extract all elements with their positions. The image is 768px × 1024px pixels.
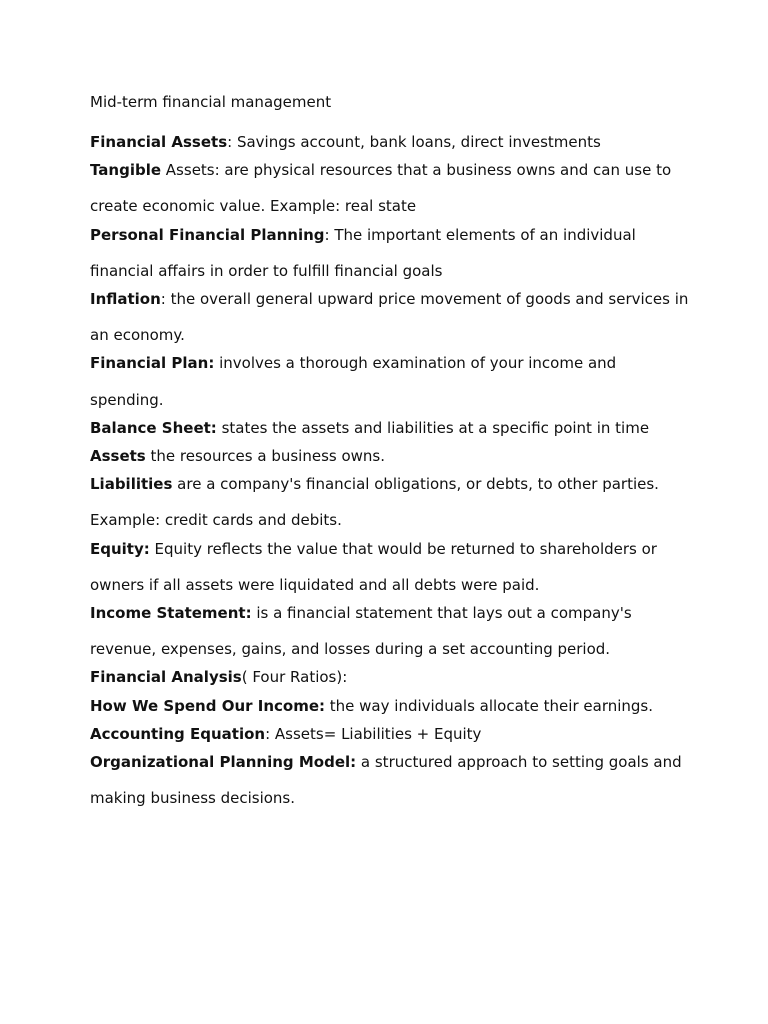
entry-definition: : Assets= Liabilities + Equity [265, 724, 482, 743]
entry-liabilities [90, 466, 690, 538]
entry-financial-plan [90, 345, 690, 417]
entry-income-statement [90, 595, 690, 667]
entry-inflation [90, 281, 690, 353]
entry-term: Organizational Planning Model: [90, 753, 357, 772]
entry-definition: the resources a business owns. [145, 447, 386, 466]
entry-term: Equity: [90, 539, 150, 558]
entry-term: Tangible [90, 161, 162, 180]
entry-term: Accounting Equation [90, 724, 266, 743]
entry-term: Financial Assets [90, 133, 228, 151]
entry-definition: Assets: are physical resources that a business owns and can use to create economic value. Example: real state [90, 161, 672, 216]
entry-definition: : the overall general upward price movement of goods and services in an economy. [90, 290, 689, 345]
entry-term: Personal Financial Planning [90, 225, 325, 244]
entry-organizational-planning-model [90, 744, 690, 816]
entry-definition: a structured approach to setting goals and making business decisions. [90, 753, 682, 808]
entry-term: Assets [90, 447, 146, 466]
entry-term: Balance Sheet: [90, 418, 217, 437]
entry-term: Income Statement: [90, 604, 252, 623]
entry-term: Financial Analysis [90, 668, 242, 687]
entry-definition: the way individuals allocate their earnings. [325, 696, 654, 715]
entry-tangible [90, 152, 690, 224]
entry-definition: states the assets and liabilities at a specific point in time [216, 418, 650, 437]
document-body [90, 92, 690, 816]
entry-term: Liabilities [90, 475, 173, 494]
document-title: Mid-term financial management [90, 93, 332, 111]
entry-definition: Equity reflects the value that would be returned to shareholders or owners if all assets were liquidated and all debts were paid. [90, 539, 657, 594]
entry-definition: are a company's financial obligations, or debts, to other parties. Example: credit cards and debits. [90, 475, 659, 530]
entry-equity [90, 531, 690, 603]
entry-definition: : The important elements of an individual financial affairs in order to fulfill financial goals [90, 225, 636, 280]
entry-term: Inflation [90, 290, 161, 309]
entry-definition: involves a thorough examination of your income and spending. [90, 354, 617, 409]
entry-definition: is a financial statement that lays out a company's revenue, expenses, gains, and losses during a set accounting period. [90, 604, 632, 659]
entry-term: How We Spend Our Income: [90, 696, 326, 715]
entry-term: Financial Plan: [90, 354, 215, 373]
entry-definition: : Savings account, bank loans, direct investments [227, 133, 601, 151]
entry-definition: ( Four Ratios): [241, 668, 348, 687]
entry-personal-financial-planning [90, 217, 690, 289]
